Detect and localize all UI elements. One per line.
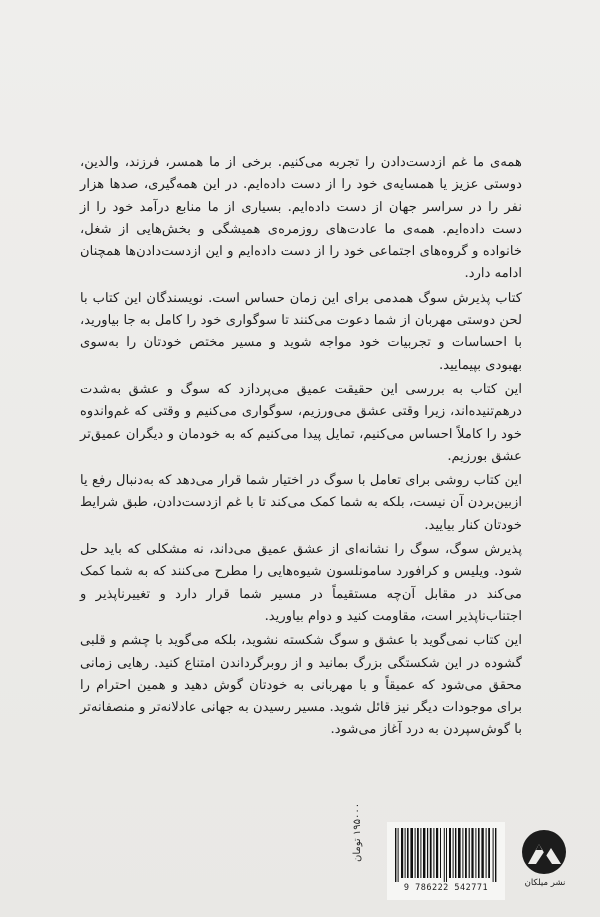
blurb-paragraph: این کتاب نمی‌گوید با عشق و سوگ شکسته نشوید، بلکه می‌گوید با چشم و قلبی گشوده در این شکستگی بزرگ بمانید و از روبرگرداندن امتناع کنید. رهایی زمانی محقق می‌شود که عمیقاً و با مهربانی به خودتان گوش دهید و همین احترام را برای موجودات دیگر نیز قائل شوید. مسیر رسیدن به جهانی عادلانه‌تر و منصفانه‌تر با گوش‌سپردن به درد آغاز می‌شود.: [80, 633, 522, 738]
blurb-paragraph: این کتاب به بررسی این حقیقت عمیق می‌پردازد که سوگ و عشق به‌شدت درهم‌تنیده‌اند، زیرا وقتی عشق می‌ورزیم، سوگواری می‌کنیم و وقتی که غم‌واندوه خود را کاملاً احساس می‌کنیم، تمایل پیدا می‌کنیم که به خودمان و دیگران عمیق‌تر عشق بورزیم.: [80, 381, 522, 464]
barcode-number: 9 786222 542771: [403, 883, 489, 893]
blurb-paragraph: پذیرش سوگ، سوگ را نشانه‌ای از عشق عمیق می‌داند، نه مشکلی که باید حل شود. ویلیس و کرافورد سامونلسون شیوه‌هایی را مطرح می‌کنند که به شما کمک می‌کند در مقابل آن‌چه مستقیماً در مسیر شما قرار دارد و تغییرناپذیر و اجتناب‌ناپذیر است، مقاومت کنید و دوام بیاورید.: [80, 542, 522, 624]
mountain-logo-icon: [522, 830, 566, 874]
blurb-paragraph: کتاب پذیرش سوگ همدمی برای این زمان حساس است. نویسندگان این کتاب با لحن دوستی مهربان از شما دعوت می‌کنند تا سوگواری خود را کامل به جا بیاورید، با احساسات و تجربیات خود مواجه شوید و مسیر مختص خودتان را به‌سوی بهبودی بپیمایید.: [80, 290, 522, 373]
blurb-text: [80, 152, 522, 744]
publisher-name: نشر میلکان: [524, 878, 566, 888]
barcode-bars: [393, 828, 499, 882]
blurb-paragraph: این کتاب روشی برای تعامل با سوگ در اختیار شما قرار می‌دهد که به‌دنبال رفع یا ازبین‌بردن آن نیست، بلکه به شما کمک می‌کند تا با غم ازدست‌دادن، طبق شرایط خودتان کنار بیایید.: [80, 473, 522, 533]
blurb-paragraph: همه‌ی ما غم ازدست‌دادن را تجربه می‌کنیم. برخی از ما همسر، فرزند، والدین، دوستی عزیز یا همسایه‌ی خود را از دست داده‌ایم. در این همه‌گیری، صدها هزار نفر را در سراسر جهان از دست داده‌ایم. بسیاری از ما منابع درآمد خود را از دست داده‌ایم. همه‌ی ما عادت‌های روزمره‌ی همیشگی و بخش‌هایی از شغل، خانواده و گروه‌های اجتماعی خود را از دست داده‌ایم و این ازدست‌دادن‌ها همچنان ادامه دارد.: [80, 155, 522, 282]
publisher-logo: [522, 830, 568, 896]
isbn-barcode: [387, 822, 505, 900]
price-label: ۱۹۵۰۰۰ تومان: [352, 802, 363, 862]
